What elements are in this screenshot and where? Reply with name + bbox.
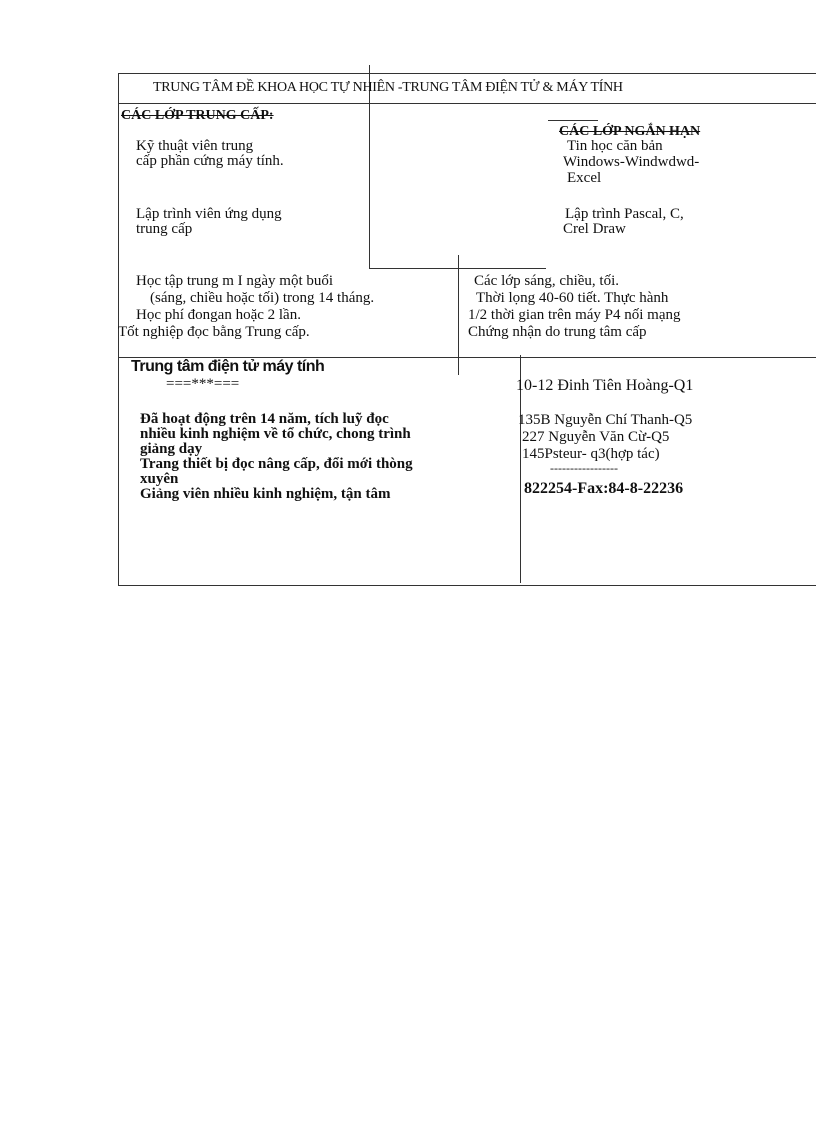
intermediate-detail: Học phí đongan hoặc 2 lần. bbox=[136, 307, 301, 323]
course-line: Tin học căn bản bbox=[567, 138, 663, 154]
short-courses-heading: CÁC LỚP NGẮN HẠN bbox=[559, 124, 701, 139]
short-course-detail: Chứng nhận do trung tâm cấp bbox=[468, 324, 647, 340]
course-line: Lập trình viên ứng dụng bbox=[136, 206, 282, 222]
short-course-1 bbox=[563, 139, 699, 186]
feature-line: Trang thiết bị đọc nâng cấp, đổi mới thòng bbox=[140, 456, 413, 472]
center-divider-text: ===***=== bbox=[166, 376, 240, 392]
short-courses-rule bbox=[548, 120, 598, 121]
address-line: 10-12 Đinh Tiên Hoàng-Q1 bbox=[516, 377, 694, 394]
course-line: Kỹ thuật viên trung bbox=[136, 138, 254, 154]
frame-bottom-border bbox=[118, 585, 816, 586]
address-line: 227 Nguyễn Văn Cừ-Q5 bbox=[522, 429, 670, 445]
center-name: Trung tâm điện tử máy tính bbox=[131, 358, 325, 375]
phone-fax: 822254-Fax:84-8-22236 bbox=[524, 480, 684, 497]
intermediate-heading: CÁC LỚP TRUNG CẤP: bbox=[121, 108, 274, 123]
course-line: Excel bbox=[567, 170, 602, 186]
intermediate-course-2 bbox=[136, 207, 282, 237]
page-title: TRUNG TÂM ĐỀ KHOA HỌC TỰ NHIÊN -TRUNG TÂM ĐIỆN TỬ & MÁY TÍNH bbox=[153, 80, 623, 95]
feature-line: xuyên bbox=[140, 471, 179, 487]
center-features bbox=[140, 412, 413, 502]
address-separator: ----------------- bbox=[550, 461, 618, 475]
feature-line: nhiều kinh nghiệm về tổ chức, chong trình bbox=[140, 426, 411, 442]
address-line: 145Psteur- q3(hợp tác) bbox=[522, 446, 660, 462]
course-line: Crel Draw bbox=[563, 221, 626, 237]
frame-top-border bbox=[118, 73, 816, 74]
intermediate-detail: (sáng, chiều hoặc tối) trong 14 tháng. bbox=[150, 290, 375, 306]
intermediate-course-1 bbox=[136, 139, 284, 169]
feature-line: Giảng viên nhiều kinh nghiệm, tận tâm bbox=[140, 486, 391, 502]
course-line: cấp phần cứng máy tính. bbox=[136, 153, 284, 169]
short-course-detail: Các lớp sáng, chiều, tối. bbox=[474, 273, 619, 289]
feature-line: Đã hoạt động trên 14 năm, tích luỹ đọc bbox=[140, 411, 389, 427]
course-line: Lập trình Pascal, C, bbox=[565, 206, 684, 222]
header-bottom-border bbox=[118, 103, 816, 104]
address-line: 135B Nguyễn Chí Thanh-Q5 bbox=[518, 412, 693, 428]
short-course-detail: Thời lọng 40-60 tiết. Thực hành bbox=[476, 290, 669, 306]
intermediate-detail: Học tập trung m I ngày một buổi bbox=[136, 273, 334, 289]
center-divider-lower bbox=[458, 255, 459, 375]
short-course-2 bbox=[563, 207, 684, 237]
short-course-detail: 1/2 thời gian trên máy P4 nối mạng bbox=[468, 307, 681, 323]
course-line: Windows-Windwdwd- bbox=[563, 154, 700, 170]
feature-line: giảng dạy bbox=[140, 441, 203, 457]
course-line: trung cấp bbox=[136, 221, 193, 237]
intermediate-detail: Tốt nghiệp đọc bằng Trung cấp. bbox=[118, 324, 310, 340]
